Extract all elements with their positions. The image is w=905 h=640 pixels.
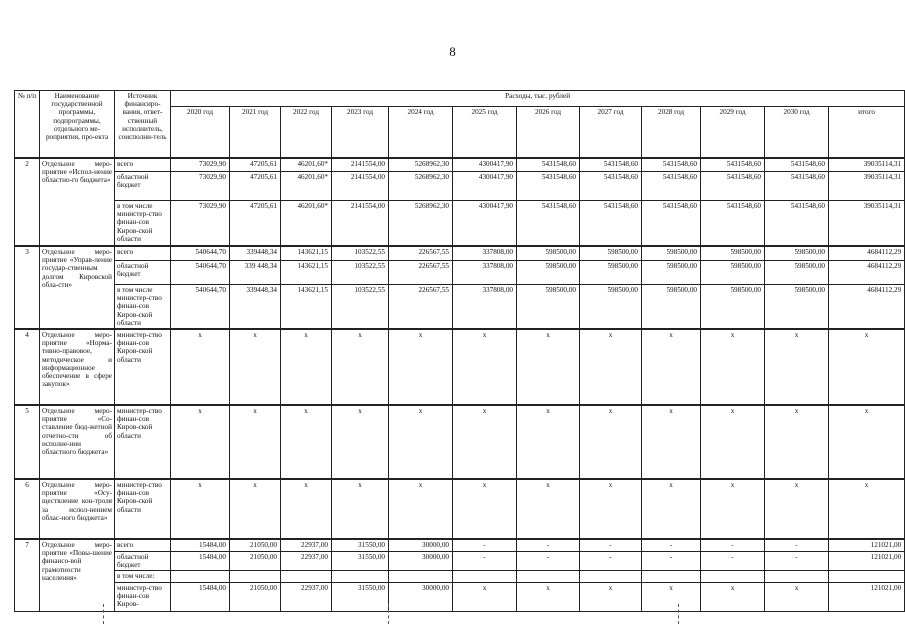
value-cell: 5431548,60 — [765, 158, 829, 172]
row-source: в том числе министер-ство финан-сов Киров-ской области — [115, 285, 171, 330]
value-cell: 143621,15 — [281, 261, 332, 285]
value-cell: 540644,70 — [171, 285, 230, 330]
page-number: 8 — [449, 44, 456, 59]
table-row — [15, 582, 905, 611]
value-cell: 5431548,60 — [642, 158, 701, 172]
value-cell: x — [829, 329, 905, 405]
value-cell: 46201,60* — [281, 172, 332, 201]
value-cell: x — [580, 582, 642, 611]
value-cell: 22937,00 — [281, 539, 332, 552]
header-expenses: Расходы, тыс. рублей — [171, 91, 905, 107]
value-cell — [829, 571, 905, 582]
value-cell: x — [389, 405, 453, 479]
row-name: Отдельное меро-приятие «Со-ставление бюд-жетной отчетно-сти об исполне-нии областного бюджета» — [40, 405, 115, 479]
value-cell: x — [580, 405, 642, 479]
value-cell: - — [453, 539, 517, 552]
value-cell: 47205,61 — [230, 172, 281, 201]
value-cell: 598500,00 — [765, 285, 829, 330]
value-cell: 5431548,60 — [642, 172, 701, 201]
value-cell: 598500,00 — [701, 285, 765, 330]
value-cell: - — [642, 552, 701, 571]
value-cell: 598500,00 — [701, 246, 765, 261]
value-cell: 226567,55 — [389, 285, 453, 330]
value-cell: - — [517, 552, 580, 571]
table-row — [15, 246, 905, 261]
value-cell: - — [765, 552, 829, 571]
row-number: 2 — [15, 158, 40, 246]
value-cell: x — [230, 479, 281, 539]
value-cell: x — [642, 582, 701, 611]
value-cell: - — [517, 539, 580, 552]
value-cell — [580, 571, 642, 582]
value-cell — [453, 571, 517, 582]
row-source: всего — [115, 158, 171, 172]
value-cell: 21050,00 — [230, 552, 281, 571]
value-cell: 598500,00 — [642, 246, 701, 261]
value-cell: 31550,00 — [332, 539, 389, 552]
value-cell: - — [765, 539, 829, 552]
value-cell: 31550,00 — [332, 582, 389, 611]
value-cell: 103522,55 — [332, 246, 389, 261]
value-cell — [517, 571, 580, 582]
header-year: 2028 год — [642, 106, 701, 158]
value-cell: 5431548,60 — [701, 201, 765, 247]
value-cell: 598500,00 — [517, 246, 580, 261]
value-cell: x — [765, 405, 829, 479]
value-cell: x — [389, 329, 453, 405]
header-year: итого — [829, 106, 905, 158]
value-cell: 2141554,00 — [332, 172, 389, 201]
row-source: областной бюджет — [115, 552, 171, 571]
row-source: министер-ство финан-сов Киров-ской области — [115, 405, 171, 479]
row-name: Отдельное меро-приятие «Испол-нение областно-го бюджета» — [40, 158, 115, 246]
table-row — [15, 539, 905, 552]
row-name: Отдельное меро-приятие «Норма-тивно-правовое, методическое и информационное обеспечение в сфере закупок» — [40, 329, 115, 405]
table-row — [15, 158, 905, 172]
value-cell: - — [701, 552, 765, 571]
value-cell — [765, 571, 829, 582]
row-source: в том числе: — [115, 571, 171, 582]
value-cell — [389, 571, 453, 582]
value-cell: 4300417,90 — [453, 201, 517, 247]
value-cell: 598500,00 — [580, 285, 642, 330]
header-year: 2030 год — [765, 106, 829, 158]
value-cell: 73029,90 — [171, 158, 230, 172]
value-cell: 5431548,60 — [517, 201, 580, 247]
value-cell: x — [453, 329, 517, 405]
value-cell: 5431548,60 — [765, 201, 829, 247]
table-row — [15, 201, 905, 247]
value-cell: 31550,00 — [332, 552, 389, 571]
cut-mark — [678, 604, 679, 624]
value-cell: - — [580, 539, 642, 552]
value-cell: 39035114,31 — [829, 201, 905, 247]
value-cell: x — [765, 479, 829, 539]
value-cell: x — [171, 329, 230, 405]
value-cell: 21050,00 — [230, 539, 281, 552]
value-cell: 4684112,29 — [829, 285, 905, 330]
value-cell: x — [171, 405, 230, 479]
value-cell: 598500,00 — [765, 261, 829, 285]
value-cell: x — [765, 582, 829, 611]
row-number: 4 — [15, 329, 40, 405]
value-cell: 5268962,30 — [389, 201, 453, 247]
value-cell: 39035114,31 — [829, 172, 905, 201]
value-cell: x — [765, 329, 829, 405]
row-source: министер-ство финан-сов Киров- — [115, 582, 171, 611]
table-row — [15, 329, 905, 405]
value-cell: x — [332, 479, 389, 539]
cut-mark — [388, 604, 389, 624]
value-cell: 4300417,90 — [453, 172, 517, 201]
value-cell: 339448,34 — [230, 285, 281, 330]
value-cell: x — [281, 329, 332, 405]
table-row — [15, 172, 905, 201]
row-name: Отдельное меро-приятие «Осу-ществление кон-троля за испол-нением облас-ного бюджета» — [40, 479, 115, 539]
row-source: министер-ство финан-сов Киров-ской области — [115, 329, 171, 405]
header-year: 2023 год — [332, 106, 389, 158]
value-cell — [332, 571, 389, 582]
value-cell: 5431548,60 — [517, 158, 580, 172]
value-cell: 598500,00 — [517, 261, 580, 285]
value-cell: 30000,00 — [389, 582, 453, 611]
value-cell: - — [701, 539, 765, 552]
value-cell — [171, 571, 230, 582]
row-name: Отдельное меро-приятие «Управ-ление государ-ственным долгом Кировской обла-сти» — [40, 246, 115, 329]
row-source: министер-ство финан-сов Киров-ской области — [115, 479, 171, 539]
value-cell: x — [453, 405, 517, 479]
table-row — [15, 261, 905, 285]
expenses-table — [14, 90, 905, 612]
header-num: № п/п — [15, 91, 40, 159]
value-cell: 226567,55 — [389, 246, 453, 261]
value-cell: x — [642, 479, 701, 539]
value-cell — [642, 571, 701, 582]
table-row — [15, 552, 905, 571]
value-cell: 598500,00 — [642, 285, 701, 330]
value-cell: x — [230, 405, 281, 479]
value-cell: 598500,00 — [517, 285, 580, 330]
value-cell: 540644,70 — [171, 261, 230, 285]
table-row — [15, 479, 905, 539]
value-cell: x — [389, 479, 453, 539]
value-cell: 5431548,60 — [580, 172, 642, 201]
header-year: 2021 год — [230, 106, 281, 158]
value-cell: 598500,00 — [580, 246, 642, 261]
value-cell: x — [332, 329, 389, 405]
table-row — [15, 405, 905, 479]
row-source: областной бюджет — [115, 261, 171, 285]
value-cell: x — [642, 329, 701, 405]
value-cell: 540644,70 — [171, 246, 230, 261]
row-number: 3 — [15, 246, 40, 329]
value-cell: 2141554,00 — [332, 201, 389, 247]
header-year: 2024 год — [389, 106, 453, 158]
value-cell: 46201,60* — [281, 201, 332, 247]
header-name: Наименование государственной программы, подпрограммы, отдельного ме-роприятия, про-екта — [40, 91, 115, 159]
value-cell: 339448,34 — [230, 246, 281, 261]
value-cell — [230, 571, 281, 582]
value-cell: 598500,00 — [701, 261, 765, 285]
value-cell: 5431548,60 — [701, 158, 765, 172]
value-cell: 5431548,60 — [701, 172, 765, 201]
value-cell: 121021,00 — [829, 582, 905, 611]
value-cell: x — [517, 479, 580, 539]
value-cell: x — [517, 329, 580, 405]
value-cell: 30000,00 — [389, 539, 453, 552]
value-cell: 103522,55 — [332, 285, 389, 330]
value-cell: 30000,00 — [389, 552, 453, 571]
header-year: 2026 год — [517, 106, 580, 158]
value-cell: 143621,15 — [281, 285, 332, 330]
value-cell: 15484,00 — [171, 582, 230, 611]
value-cell: x — [829, 479, 905, 539]
value-cell: 2141554,00 — [332, 158, 389, 172]
value-cell: 5268962,30 — [389, 158, 453, 172]
value-cell: x — [281, 479, 332, 539]
value-cell: 4684112,29 — [829, 246, 905, 261]
value-cell: 226567,55 — [389, 261, 453, 285]
value-cell: 4684112,29 — [829, 261, 905, 285]
value-cell: 46201,60* — [281, 158, 332, 172]
value-cell: x — [642, 405, 701, 479]
value-cell — [701, 571, 765, 582]
value-cell: x — [701, 329, 765, 405]
header-year: 2025 год — [453, 106, 517, 158]
value-cell: x — [281, 405, 332, 479]
value-cell: x — [580, 479, 642, 539]
table-row — [15, 571, 905, 582]
value-cell: x — [230, 329, 281, 405]
value-cell: 121021,00 — [829, 539, 905, 552]
header-source: Источник финансиро-вания, ответ-ственный исполнитель, соисполни-тель — [115, 91, 171, 159]
value-cell: 73029,90 — [171, 201, 230, 247]
value-cell: 22937,00 — [281, 552, 332, 571]
value-cell: 47205,61 — [230, 158, 281, 172]
value-cell: 15484,00 — [171, 552, 230, 571]
value-cell: 337808,00 — [453, 261, 517, 285]
value-cell: x — [171, 479, 230, 539]
value-cell: 121021,00 — [829, 552, 905, 571]
value-cell: 22937,00 — [281, 582, 332, 611]
row-number: 7 — [15, 539, 40, 611]
value-cell — [281, 571, 332, 582]
value-cell: x — [517, 405, 580, 479]
row-number: 5 — [15, 405, 40, 479]
cut-mark — [103, 604, 104, 624]
value-cell: 5431548,60 — [580, 201, 642, 247]
value-cell: 337808,00 — [453, 285, 517, 330]
value-cell: x — [453, 582, 517, 611]
value-cell: 73029,90 — [171, 172, 230, 201]
value-cell: x — [453, 479, 517, 539]
header-year: 2022 год — [281, 106, 332, 158]
value-cell: - — [580, 552, 642, 571]
value-cell: 39035114,31 — [829, 158, 905, 172]
row-name: Отдельное меро-приятие «Повы-шение финансо-вой грамотности населения» — [40, 539, 115, 611]
value-cell: 103522,55 — [332, 261, 389, 285]
row-source: областной бюджет — [115, 172, 171, 201]
value-cell: x — [332, 405, 389, 479]
value-cell: 5431548,60 — [580, 158, 642, 172]
value-cell: x — [701, 479, 765, 539]
value-cell: x — [517, 582, 580, 611]
header-year: 2027 год — [580, 106, 642, 158]
value-cell: 337808,00 — [453, 246, 517, 261]
value-cell: 15484,00 — [171, 539, 230, 552]
value-cell: 5431548,60 — [642, 201, 701, 247]
value-cell: 5268962,30 — [389, 172, 453, 201]
value-cell: x — [829, 405, 905, 479]
value-cell: 143621,15 — [281, 246, 332, 261]
value-cell: x — [701, 582, 765, 611]
value-cell: 598500,00 — [580, 261, 642, 285]
value-cell: 21050,00 — [230, 582, 281, 611]
header-year: 2020 год — [171, 106, 230, 158]
value-cell: 5431548,60 — [765, 172, 829, 201]
value-cell: 339 448,34 — [230, 261, 281, 285]
row-number: 6 — [15, 479, 40, 539]
value-cell: 598500,00 — [642, 261, 701, 285]
value-cell: - — [642, 539, 701, 552]
table-row — [15, 285, 905, 330]
value-cell: x — [580, 329, 642, 405]
value-cell: 4300417,90 — [453, 158, 517, 172]
row-source: всего — [115, 539, 171, 552]
row-source: в том числе министер-ство финан-сов Киров-ской области — [115, 201, 171, 247]
value-cell: - — [453, 552, 517, 571]
value-cell: x — [701, 405, 765, 479]
value-cell: 47205,61 — [230, 201, 281, 247]
value-cell: 5431548,60 — [517, 172, 580, 201]
header-year: 2029 год — [701, 106, 765, 158]
value-cell: 598500,00 — [765, 246, 829, 261]
row-source: всего — [115, 246, 171, 261]
